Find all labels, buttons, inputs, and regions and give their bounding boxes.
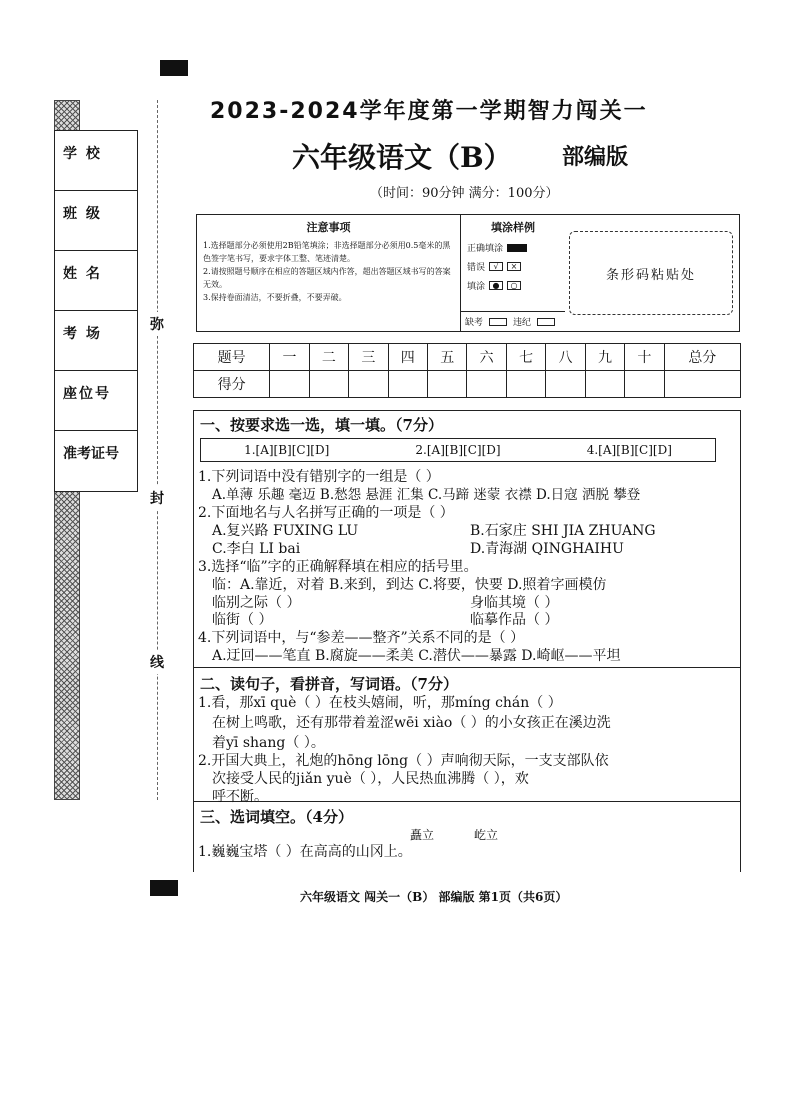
seal-char-mi: 弥: [150, 312, 164, 336]
table-header-cell: 十: [625, 344, 664, 371]
registration-mark-top: [160, 60, 188, 76]
score-cell[interactable]: [546, 371, 585, 398]
section-2-title: 二、读句子，看拼音，写词语。（7分）: [200, 675, 458, 693]
table-header-cell: 九: [585, 344, 624, 371]
table-header-cell: 七: [506, 344, 545, 371]
score-cell[interactable]: [388, 371, 427, 398]
word-option: 矗立: [410, 828, 435, 842]
answer-bubble-1[interactable]: 1.[A][B][C][D]: [244, 443, 330, 457]
score-cell[interactable]: [349, 371, 388, 398]
question-2-option-a: A.复兴路 FUXING LU: [212, 523, 359, 539]
question-2-option-b: B.石家庄 SHI JIA ZHUANG: [470, 523, 656, 539]
table-header-cell: 四: [388, 344, 427, 371]
seal-char-xian: 线: [150, 650, 164, 674]
table-header-cell: 题号: [194, 344, 270, 371]
question-3-b: 身临其境（ ）: [470, 595, 559, 611]
question-4-options: A.迂回——笔直 B.腐旋——柔美 C.潜伏——暴露 D.崎岖——平坦: [212, 648, 621, 664]
notice-box: [196, 214, 740, 332]
notice-title: 注意事项: [306, 221, 351, 234]
barcode-area[interactable]: 条形码粘贴处: [569, 231, 733, 315]
score-cell[interactable]: [585, 371, 624, 398]
seat-number-field[interactable]: 座位号: [55, 371, 137, 431]
score-cell[interactable]: [506, 371, 545, 398]
question-3: 3.选择“临”字的正确解释填在相应的括号里。: [198, 559, 478, 575]
answer-bubble-2[interactable]: 2.[A][B][C][D]: [415, 443, 501, 457]
filled-circle-icon: ●: [489, 281, 503, 290]
question-2-option-d: D.青海湖 QINGHAIHU: [470, 541, 624, 557]
wrong-fill-label-2: 填涂: [467, 282, 486, 292]
table-header-cell: 得分: [194, 371, 270, 398]
pinyin-line: 着yī shang（ ）。: [212, 735, 325, 751]
table-header-cell: 五: [428, 344, 467, 371]
pinyin-line: 1.看，那xī què（ ）在枝头嬉闹，听，那míng chán（ ）: [198, 695, 562, 711]
absent-label: 缺考: [465, 318, 484, 328]
correct-fill-label: 正确填涂: [467, 244, 504, 254]
seal-char-feng: 封: [150, 486, 164, 510]
section-3-title: 三、选词填空。（4分）: [200, 808, 353, 826]
pinyin-line: 呼不断。: [212, 789, 268, 805]
exam-room-field[interactable]: 考 场: [55, 311, 137, 371]
seal-line: [157, 100, 158, 800]
violation-label: 违纪: [513, 318, 532, 328]
question-3-c: 临街（ ）: [212, 612, 273, 628]
question-3-a: 临别之际（ ）: [212, 595, 301, 611]
violation-checkbox[interactable]: [537, 318, 555, 326]
cross-mark-icon: ×: [507, 262, 521, 271]
absent-checkbox[interactable]: [489, 318, 507, 326]
absent-violation-row: [461, 311, 565, 331]
answer-bubble-4[interactable]: 4.[A][B][C][D]: [586, 443, 672, 457]
score-cell[interactable]: [625, 371, 664, 398]
name-field[interactable]: 姓 名: [55, 251, 137, 311]
score-cell[interactable]: [467, 371, 506, 398]
score-table: [193, 343, 741, 398]
question-2-option-c: C.李白 LI bai: [212, 541, 301, 557]
exam-id-field[interactable]: 准考证号: [63, 446, 119, 462]
fill-sample-section: [461, 215, 565, 331]
check-mark-icon: √: [489, 262, 503, 271]
table-header-cell: 八: [546, 344, 585, 371]
empty-circle-icon: ○: [507, 281, 521, 290]
table-header-cell: 六: [467, 344, 506, 371]
edition-label: 部编版: [562, 144, 629, 170]
table-header-cell: 一: [270, 344, 309, 371]
score-cell[interactable]: [309, 371, 348, 398]
registration-mark-bottom: [150, 880, 178, 896]
answer-bubble-bar: [200, 438, 716, 462]
score-cell[interactable]: [664, 371, 740, 398]
class-field[interactable]: 班 级: [55, 191, 137, 251]
table-row: [194, 344, 741, 371]
pinyin-line: 2.开国大典上，礼炮的hōng lōng（ ）声响彻天际，一支支部队依: [198, 753, 609, 769]
pinyin-line: 次接受人民的jiǎn yuè（ ），人民热血沸腾（ ），欢: [212, 771, 529, 787]
question-3-1: 1.巍巍宝塔（ ）在高高的山冈上。: [198, 844, 412, 860]
student-info-column: [54, 130, 138, 492]
table-header-cell: 总分: [664, 344, 740, 371]
question-1-options: A.单薄 乐趣 毫迈 B.愁怨 悬涯 汇集 C.马蹄 迷蒙 衣襟 D.日寇 洒脱 攀登: [212, 487, 641, 503]
table-header-cell: 三: [349, 344, 388, 371]
table-header-cell: 二: [309, 344, 348, 371]
score-cell[interactable]: [428, 371, 467, 398]
page-title: 六年级语文（B）: [292, 141, 512, 174]
filled-box-icon: [507, 244, 527, 252]
fill-sample-title: 填涂样例: [491, 221, 535, 234]
exam-series-title: 2023-2024学年度第一学期智力闯关一: [210, 99, 648, 124]
question-1: 1.下列词语中没有错别字的一组是（ ）: [198, 469, 440, 485]
school-field[interactable]: 学 校: [55, 131, 137, 191]
word-option: 屹立: [474, 828, 499, 842]
pinyin-line: 在树上鸣歌，还有那带着羞涩wēi xiào（ ）的小女孩正在溪边洗: [212, 715, 611, 731]
notice-item: 2.请按照题号顺序在相应的答题区域内作答，超出答题区域书写的答案无效。: [203, 267, 451, 289]
question-4: 4.下列词语中，与“参差——整齐”关系不同的是（ ）: [198, 630, 525, 646]
notice-item: 1.选择题部分必须使用2B铅笔填涂；非选择题部分必须用0.5毫米的黑色签字笔书写，要求字体工整、笔迹清楚。: [203, 241, 451, 263]
time-score-info: （时间：90分钟 满分：100分）: [370, 186, 559, 201]
question-2: 2.下面地名与人名拼写正确的一项是（ ）: [198, 505, 454, 521]
question-3-d: 临摹作品（ ）: [470, 612, 559, 628]
score-cell[interactable]: [270, 371, 309, 398]
notice-section: [197, 215, 461, 331]
page-footer: 六年级语文 闯关一（B） 部编版 第1页（共6页）: [300, 890, 568, 904]
table-row: [194, 371, 741, 398]
question-3-options: 临：A.靠近，对着 B.来到，到达 C.将要，快要 D.照着字画模仿: [212, 577, 607, 593]
notice-item: 3.保持卷面清洁，不要折叠，不要弄破。: [203, 293, 347, 302]
wrong-fill-label-1: 错误: [467, 263, 486, 273]
section-1-title: 一、按要求选一选，填一填。（7分）: [200, 416, 443, 434]
